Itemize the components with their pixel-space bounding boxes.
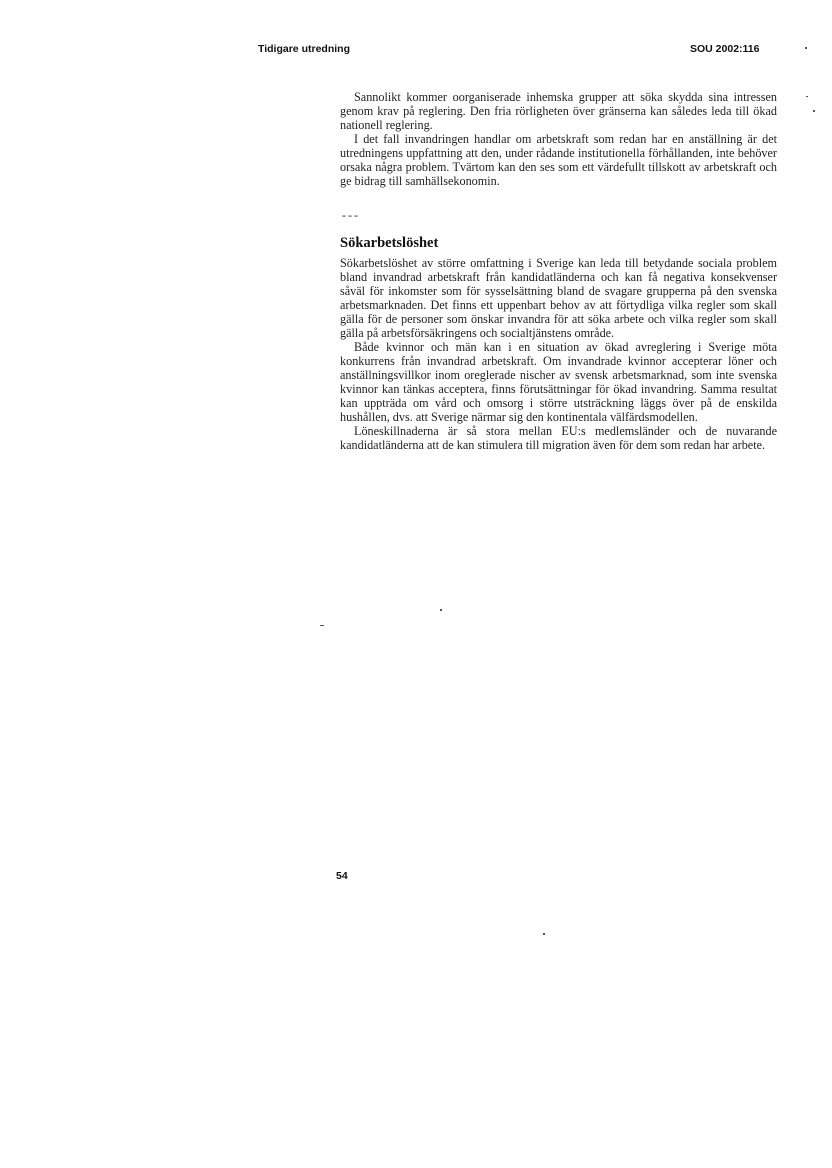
scan-speck (320, 625, 324, 626)
scan-speck (806, 96, 808, 97)
scan-speck (813, 110, 815, 112)
paragraph: Sannolikt kommer oorganiserade inhemska grupper att söka skydda sina intressen genom krav på reglering. Den fria rörligheten över gränserna kan således leda till ökad nationell reglering. (340, 90, 777, 132)
section-separator: --- (342, 208, 360, 222)
paragraph: I det fall invandringen handlar om arbetskraft som redan har en anställning är det utredningens uppfattning att den, under rådande institutionella förhållanden, inte behöver orsaka några problem. Tvärtom kan den ses som ett värdefullt tillskott av arbetskraft och ge bidrag till samhällsekonomin. (340, 132, 777, 188)
scan-speck (805, 47, 807, 49)
scan-speck (440, 609, 442, 611)
running-title: Tidigare utredning (258, 43, 350, 55)
body-text (340, 90, 777, 452)
paragraph: Både kvinnor och män kan i en situation av ökad avreglering i Sverige möta konkurrens från invandrad arbetskraft. Om invandrade kvinnor accepterar löner och anställningsvillkor inom oreglerade nischer av svensk arbetsmarknad, som inte svenska kvinnor kan tänkas acceptera, finns förutsättningar för ökad invandring. Samma resultat kan uppträda om vård och omsorg i större utsträckning läggs över på de enskilda hushållen, dvs. att Sverige närmar sig den kontinentala välfärdsmodellen. (340, 340, 777, 424)
section-heading: Sökarbetslöshet (340, 235, 439, 251)
document-reference: SOU 2002:116 (690, 43, 760, 55)
page-number: 54 (336, 870, 348, 882)
page-header (0, 43, 832, 59)
paragraph: Sökarbetslöshet av större omfattning i Sverige kan leda till betydande sociala problem bland invandrad arbetskraft från kandidatländerna och kan få negativa konsekvenser såväl för inkomster som för sysselsättning bland de svagare grupperna på den svenska arbetsmarknaden. Det finns ett uppenbart behov av att förtydliga vilka regler som skall gälla för de personer som önskar invandra för att söka arbete och vilka regler som skall gälla på arbetsförsäkringens och socialtjänstens område. (340, 256, 777, 340)
paragraph: Löneskillnaderna är så stora mellan EU:s medlemsländer och de nuvarande kandidatländerna att de kan stimulera till migration även för dem som redan har arbete. (340, 424, 777, 452)
scan-speck (543, 933, 545, 935)
